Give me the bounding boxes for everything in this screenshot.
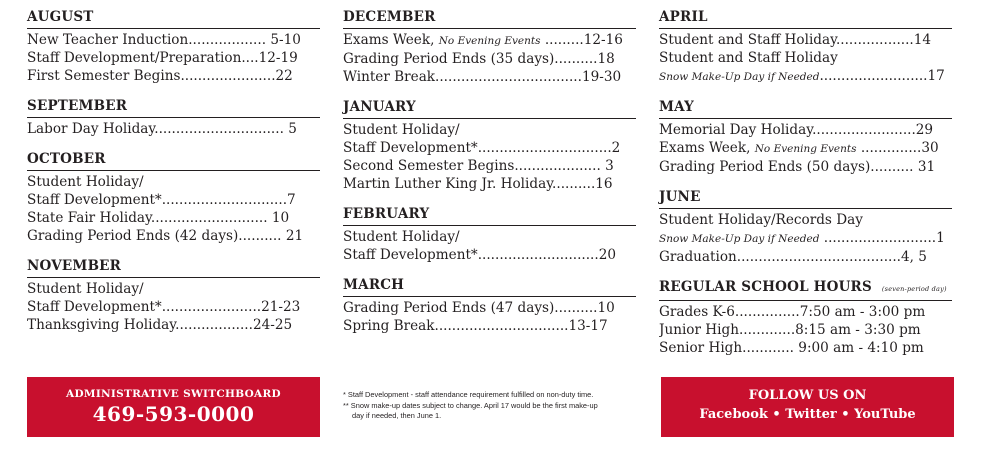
month-august-heading: AUGUST [27,8,320,29]
footnote-staff-development: * Staff Development - staff attendance requirement fulfilled on non-duty time. [343,390,594,399]
month-january-heading: JANUARY [343,98,636,119]
social-links[interactable]: Facebook • Twitter • YouTube [699,407,916,422]
snow-note: Snow Make-Up Day if Needed [659,71,820,83]
list-item: Staff Development*...............................2 [343,140,621,156]
list-item: Staff Development/Preparation....12-19 [27,50,298,66]
month-december-heading: DECEMBER [343,8,636,29]
month-october-heading: OCTOBER [27,150,320,171]
list-item: Grading Period Ends (50 days).......... 31 [659,159,936,175]
list-item: Student and Staff Holiday [659,50,838,66]
list-item: Senior High............ 9:00 am - 4:10 pm [659,340,924,356]
list-item: Second Semester Begins.................... 3 [343,158,614,174]
social-box [661,377,954,437]
month-april-heading: APRIL [659,8,952,29]
list-item: Staff Development*.......................21-23 [27,299,301,315]
month-may-heading: MAY [659,98,952,119]
column-middle [343,8,636,335]
exams-date: ..............30 [856,140,939,156]
list-item [659,139,952,158]
list-item: Student Holiday/ [27,281,144,297]
list-item: Student Holiday/Records Day [659,212,863,228]
snow-date: ..........................1 [819,230,945,246]
list-item: Memorial Day Holiday........................29 [659,122,934,138]
list-item: Grades K-6...............7:50 am - 3:00 pm [659,304,926,320]
list-item: Thanksgiving Holiday..................24-25 [27,317,293,333]
school-hours-subtitle: (seven-period day) [881,285,947,293]
list-item: Grading Period Ends (47 days)..........10 [343,300,615,316]
list-item: New Teacher Induction.................. 5-10 [27,32,301,48]
list-item [343,31,636,50]
switchboard-box [27,377,320,437]
list-item: Student Holiday/ [343,229,460,245]
list-item: Labor Day Holiday.............................. 5 [27,121,297,137]
switchboard-phone[interactable]: 469-593-0000 [92,402,255,426]
footnote-snow-makeup-cont: day if needed, then June 1. [352,411,442,420]
school-hours-title: REGULAR SCHOOL HOURS [659,279,872,295]
exams-date: .........12-16 [540,32,623,48]
list-item: Winter Break..................................19-30 [343,69,622,85]
snow-note: Snow Make-Up Day if Needed [659,233,820,245]
exams-note: No Evening Events [438,35,541,47]
list-item: Graduation......................................4, 5 [659,249,927,265]
social-label: FOLLOW US ON [748,388,867,403]
month-june-heading: JUNE [659,188,952,209]
exams-label: Exams Week, [343,32,439,48]
list-item [659,67,952,86]
list-item: Student Holiday/ [343,122,460,138]
month-march-heading: MARCH [343,276,636,297]
month-february-heading: FEBRUARY [343,205,636,226]
list-item: Student and Staff Holiday..................14 [659,32,932,48]
footnote-snow-makeup: ** Snow make-up dates subject to change. April 17 would be the first make-up [343,400,598,410]
list-item: First Semester Begins......................22 [27,68,293,84]
list-item: Junior High.............8:15 am - 3:30 pm [659,322,921,338]
list-item: Student Holiday/ [27,174,144,190]
exams-note: No Evening Events [754,143,857,155]
month-november-heading: NOVEMBER [27,257,320,278]
list-item: Staff Development*.............................7 [27,192,296,208]
list-item: Martin Luther King Jr. Holiday..........16 [343,176,613,192]
list-item: State Fair Holiday........................... 10 [27,210,290,226]
column-right [659,8,952,357]
switchboard-label: ADMINISTRATIVE SWITCHBOARD [66,388,281,400]
list-item [659,229,952,248]
exams-label: Exams Week, [659,140,755,156]
snow-date: .........................17 [819,68,945,84]
school-hours-heading [659,278,952,301]
list-item: Grading Period Ends (35 days)..........18 [343,51,615,67]
list-item: Spring Break...............................13-17 [343,318,608,334]
footnotes [343,390,643,422]
month-september-heading: SEPTEMBER [27,97,320,118]
list-item: Staff Development*............................20 [343,247,616,263]
list-item: Grading Period Ends (42 days).......... 21 [27,228,304,244]
column-left [27,8,320,334]
